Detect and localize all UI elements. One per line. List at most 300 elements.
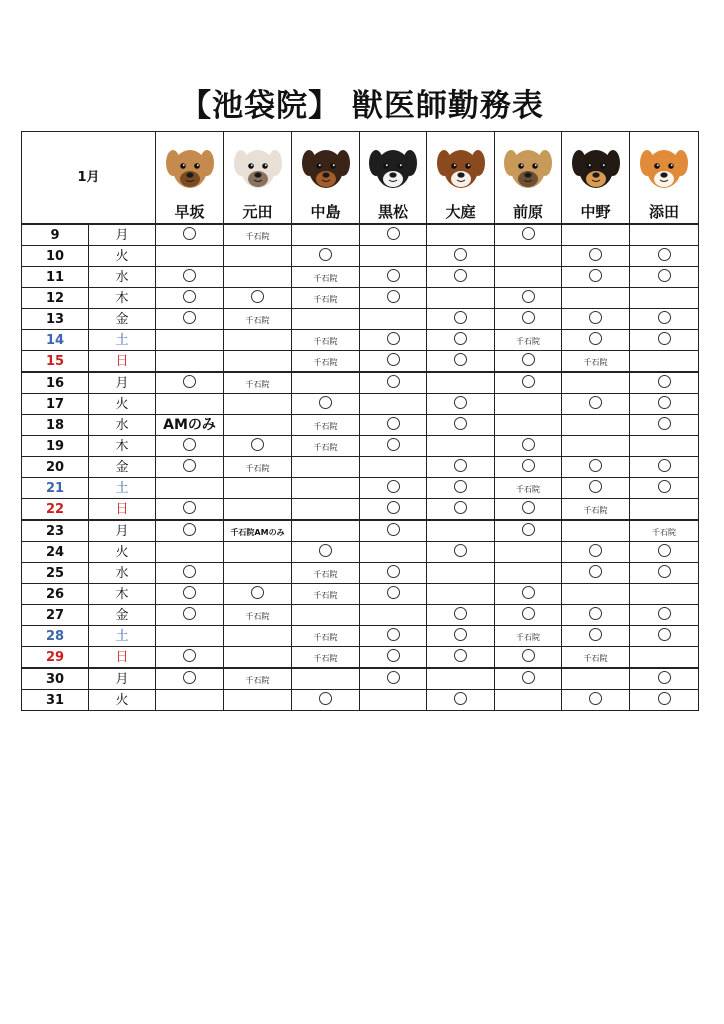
shift-cell <box>224 605 292 626</box>
table-row <box>22 626 699 647</box>
shift-cell <box>292 584 360 605</box>
vet-header-3 <box>360 132 427 225</box>
on-duty-circle-icon <box>589 628 602 641</box>
day-number: 26 <box>22 584 89 605</box>
shift-note: 千石院 <box>516 632 541 642</box>
shift-cell <box>427 542 495 563</box>
weekday: 金 <box>89 605 156 626</box>
on-duty-circle-icon <box>522 607 535 620</box>
shift-cell <box>224 372 292 394</box>
weekday: 日 <box>89 499 156 521</box>
shift-cell <box>360 647 427 669</box>
weekday: 木 <box>89 436 156 457</box>
shift-cell <box>427 647 495 669</box>
on-duty-circle-icon <box>454 269 467 282</box>
shift-cell <box>360 584 427 605</box>
day-number: 29 <box>22 647 89 669</box>
on-duty-circle-icon <box>454 248 467 261</box>
table-row <box>22 605 699 626</box>
shift-cell <box>495 267 562 288</box>
shift-cell <box>292 394 360 415</box>
shift-cell <box>630 415 699 436</box>
on-duty-circle-icon <box>522 438 535 451</box>
weekday: 月 <box>89 372 156 394</box>
on-duty-circle-icon <box>658 459 671 472</box>
on-duty-circle-icon <box>589 311 602 324</box>
on-duty-circle-icon <box>658 311 671 324</box>
shift-cell <box>292 563 360 584</box>
on-duty-circle-icon <box>251 438 264 451</box>
on-duty-circle-icon <box>183 269 196 282</box>
shift-cell <box>562 372 630 394</box>
on-duty-circle-icon <box>387 649 400 662</box>
shift-cell <box>360 499 427 521</box>
shift-cell <box>156 626 224 647</box>
shift-cell <box>360 330 427 351</box>
shift-cell <box>156 457 224 478</box>
on-duty-circle-icon <box>251 586 264 599</box>
day-number: 27 <box>22 605 89 626</box>
day-number: 19 <box>22 436 89 457</box>
header-row <box>22 132 699 225</box>
shift-cell <box>292 436 360 457</box>
on-duty-circle-icon <box>522 501 535 514</box>
vet-name: 中島 <box>310 203 341 221</box>
shift-note: 千石院 <box>313 294 338 304</box>
shift-cell <box>292 499 360 521</box>
shift-cell <box>495 351 562 373</box>
shift-cell <box>495 478 562 499</box>
on-duty-circle-icon <box>251 290 264 303</box>
day-number: 13 <box>22 309 89 330</box>
shift-cell <box>495 309 562 330</box>
on-duty-circle-icon <box>387 438 400 451</box>
shift-cell <box>427 267 495 288</box>
shift-cell <box>292 267 360 288</box>
on-duty-circle-icon <box>589 248 602 261</box>
shift-cell <box>156 520 224 542</box>
shift-note: AMのみ <box>163 417 216 433</box>
shift-cell <box>427 415 495 436</box>
shift-cell <box>156 372 224 394</box>
shift-cell <box>156 267 224 288</box>
on-duty-circle-icon <box>522 586 535 599</box>
weekday: 火 <box>89 542 156 563</box>
table-row <box>22 267 699 288</box>
shift-cell <box>562 584 630 605</box>
weekday: 火 <box>89 394 156 415</box>
dachshund-dog-icon <box>301 143 351 195</box>
shift-cell <box>427 478 495 499</box>
day-number: 22 <box>22 499 89 521</box>
shift-cell <box>562 288 630 309</box>
weekday: 土 <box>89 626 156 647</box>
shift-cell <box>156 330 224 351</box>
shift-cell <box>360 690 427 711</box>
on-duty-circle-icon <box>183 375 196 388</box>
on-duty-circle-icon <box>387 353 400 366</box>
on-duty-circle-icon <box>589 565 602 578</box>
shift-cell <box>360 542 427 563</box>
shift-cell <box>156 309 224 330</box>
shift-cell <box>630 499 699 521</box>
shift-cell <box>562 415 630 436</box>
on-duty-circle-icon <box>183 649 196 662</box>
shift-cell <box>495 246 562 267</box>
shift-note: 千石院 <box>313 590 338 600</box>
shift-cell <box>292 224 360 246</box>
shiba-dog-icon <box>639 143 689 195</box>
vet-name: 黒松 <box>378 203 409 221</box>
day-number: 12 <box>22 288 89 309</box>
shift-cell <box>427 520 495 542</box>
shift-note: 千石院 <box>245 379 270 389</box>
shift-cell <box>630 436 699 457</box>
shift-cell <box>224 668 292 690</box>
table-row <box>22 330 699 351</box>
shift-cell <box>156 690 224 711</box>
shift-note: 千石院 <box>245 463 270 473</box>
shift-cell <box>224 267 292 288</box>
shift-note: 千石院 <box>516 484 541 494</box>
day-number: 28 <box>22 626 89 647</box>
shihtzu-dog-icon <box>233 143 283 195</box>
shift-cell <box>630 330 699 351</box>
shift-cell <box>630 478 699 499</box>
on-duty-circle-icon <box>454 628 467 641</box>
on-duty-circle-icon <box>387 586 400 599</box>
shift-cell <box>292 309 360 330</box>
shift-cell <box>292 668 360 690</box>
shift-cell <box>630 668 699 690</box>
on-duty-circle-icon <box>387 332 400 345</box>
shift-cell <box>495 415 562 436</box>
shift-cell <box>562 563 630 584</box>
table-row <box>22 288 699 309</box>
shift-cell <box>156 499 224 521</box>
weekday: 月 <box>89 520 156 542</box>
shift-cell <box>495 499 562 521</box>
shift-cell <box>630 457 699 478</box>
on-duty-circle-icon <box>589 396 602 409</box>
shift-cell <box>224 690 292 711</box>
shift-cell <box>224 478 292 499</box>
on-duty-circle-icon <box>387 269 400 282</box>
weekday: 月 <box>89 668 156 690</box>
table-row <box>22 563 699 584</box>
table-row <box>22 246 699 267</box>
on-duty-circle-icon <box>319 396 332 409</box>
on-duty-circle-icon <box>454 417 467 430</box>
frenchie-dog-icon <box>368 143 418 195</box>
shift-note: 千石院 <box>313 442 338 452</box>
shift-cell <box>630 394 699 415</box>
shift-cell <box>156 224 224 246</box>
on-duty-circle-icon <box>589 459 602 472</box>
shift-cell <box>562 394 630 415</box>
on-duty-circle-icon <box>522 523 535 536</box>
on-duty-circle-icon <box>183 501 196 514</box>
on-duty-circle-icon <box>387 628 400 641</box>
shift-cell <box>495 542 562 563</box>
shift-cell <box>630 520 699 542</box>
shift-cell <box>292 690 360 711</box>
shift-note: 千石院 <box>245 315 270 325</box>
on-duty-circle-icon <box>658 607 671 620</box>
shift-cell <box>360 351 427 373</box>
table-row <box>22 647 699 669</box>
on-duty-circle-icon <box>183 586 196 599</box>
table-row <box>22 351 699 373</box>
shift-cell <box>360 436 427 457</box>
shift-note: 千石院 <box>313 421 338 431</box>
table-row <box>22 542 699 563</box>
on-duty-circle-icon <box>387 290 400 303</box>
shift-cell <box>427 436 495 457</box>
day-number: 31 <box>22 690 89 711</box>
on-duty-circle-icon <box>522 290 535 303</box>
shift-cell <box>427 457 495 478</box>
on-duty-circle-icon <box>387 523 400 536</box>
on-duty-circle-icon <box>387 417 400 430</box>
on-duty-circle-icon <box>589 692 602 705</box>
shift-cell <box>156 647 224 669</box>
on-duty-circle-icon <box>454 459 467 472</box>
shift-cell <box>292 542 360 563</box>
shift-cell <box>562 351 630 373</box>
shift-cell <box>156 288 224 309</box>
shift-cell <box>562 690 630 711</box>
shift-note: 千石院 <box>313 632 338 642</box>
weekday: 金 <box>89 309 156 330</box>
shift-cell <box>630 351 699 373</box>
day-number: 10 <box>22 246 89 267</box>
shift-cell <box>224 542 292 563</box>
shift-cell <box>562 626 630 647</box>
shift-cell <box>224 224 292 246</box>
table-row <box>22 668 699 690</box>
shift-cell <box>630 224 699 246</box>
shift-cell <box>156 415 224 436</box>
shift-cell <box>427 563 495 584</box>
vet-name: 早坂 <box>174 203 205 221</box>
on-duty-circle-icon <box>522 649 535 662</box>
shift-note: 千石院 <box>313 273 338 283</box>
on-duty-circle-icon <box>589 269 602 282</box>
shift-cell <box>630 246 699 267</box>
on-duty-circle-icon <box>454 396 467 409</box>
weekday: 月 <box>89 224 156 246</box>
day-number: 16 <box>22 372 89 394</box>
shift-cell <box>495 457 562 478</box>
on-duty-circle-icon <box>454 501 467 514</box>
table-row <box>22 224 699 246</box>
shift-cell <box>427 605 495 626</box>
on-duty-circle-icon <box>522 671 535 684</box>
weekday: 土 <box>89 478 156 499</box>
weekday: 土 <box>89 330 156 351</box>
on-duty-circle-icon <box>183 311 196 324</box>
day-number: 20 <box>22 457 89 478</box>
shift-cell <box>156 394 224 415</box>
shift-cell <box>495 584 562 605</box>
shift-cell <box>427 330 495 351</box>
shift-note: 千石院 <box>313 336 338 346</box>
jackrussell-dog-icon <box>436 143 486 195</box>
shift-cell <box>224 520 292 542</box>
shift-cell <box>224 288 292 309</box>
shift-cell <box>156 542 224 563</box>
shift-note: 千石院 <box>245 231 270 241</box>
shift-cell <box>630 309 699 330</box>
table-row <box>22 372 699 394</box>
table-row <box>22 690 699 711</box>
shift-cell <box>495 288 562 309</box>
shift-note: 千石院 <box>652 527 677 537</box>
shift-cell <box>292 647 360 669</box>
on-duty-circle-icon <box>319 692 332 705</box>
day-number: 14 <box>22 330 89 351</box>
on-duty-circle-icon <box>319 544 332 557</box>
shift-cell <box>562 267 630 288</box>
shift-cell <box>630 626 699 647</box>
day-number: 23 <box>22 520 89 542</box>
shift-cell <box>224 330 292 351</box>
on-duty-circle-icon <box>522 353 535 366</box>
on-duty-circle-icon <box>454 607 467 620</box>
on-duty-circle-icon <box>589 544 602 557</box>
shift-cell <box>292 520 360 542</box>
shift-cell <box>292 330 360 351</box>
shift-cell <box>224 436 292 457</box>
vet-header-0 <box>156 132 224 225</box>
shift-cell <box>630 584 699 605</box>
shift-cell <box>292 246 360 267</box>
shift-note: 千石院 <box>583 357 608 367</box>
day-number: 24 <box>22 542 89 563</box>
shift-cell <box>427 288 495 309</box>
on-duty-circle-icon <box>589 332 602 345</box>
shift-note: 千石院 <box>245 611 270 621</box>
day-number: 15 <box>22 351 89 373</box>
on-duty-circle-icon <box>387 671 400 684</box>
schedule-table <box>21 131 699 711</box>
shift-cell <box>292 457 360 478</box>
shift-cell <box>360 668 427 690</box>
shift-cell <box>630 563 699 584</box>
shift-cell <box>562 668 630 690</box>
on-duty-circle-icon <box>454 544 467 557</box>
shift-cell <box>292 626 360 647</box>
shift-note: 千石院 <box>245 675 270 685</box>
shift-cell <box>224 309 292 330</box>
weekday: 日 <box>89 351 156 373</box>
shift-cell <box>562 309 630 330</box>
shift-cell <box>495 690 562 711</box>
table-row <box>22 394 699 415</box>
table-row <box>22 584 699 605</box>
table-row <box>22 478 699 499</box>
table-row <box>22 457 699 478</box>
on-duty-circle-icon <box>658 628 671 641</box>
shift-cell <box>292 351 360 373</box>
on-duty-circle-icon <box>454 311 467 324</box>
weekday: 火 <box>89 246 156 267</box>
weekday: 火 <box>89 690 156 711</box>
day-number: 17 <box>22 394 89 415</box>
shift-cell <box>427 246 495 267</box>
shift-cell <box>156 668 224 690</box>
shift-cell <box>495 372 562 394</box>
shift-note: 千石院 <box>313 357 338 367</box>
table-row <box>22 436 699 457</box>
weekday: 木 <box>89 288 156 309</box>
shift-cell <box>630 605 699 626</box>
chihuahua-dog-icon <box>571 143 621 195</box>
on-duty-circle-icon <box>183 565 196 578</box>
shift-cell <box>224 626 292 647</box>
on-duty-circle-icon <box>522 459 535 472</box>
on-duty-circle-icon <box>183 438 196 451</box>
shift-cell <box>224 351 292 373</box>
shift-cell <box>562 246 630 267</box>
shift-cell <box>427 224 495 246</box>
shift-cell <box>427 394 495 415</box>
on-duty-circle-icon <box>658 692 671 705</box>
shift-cell <box>292 478 360 499</box>
shift-note: 千石院 <box>516 336 541 346</box>
shift-cell <box>495 563 562 584</box>
shift-cell <box>360 224 427 246</box>
on-duty-circle-icon <box>183 607 196 620</box>
shift-cell <box>360 246 427 267</box>
on-duty-circle-icon <box>589 480 602 493</box>
shift-cell <box>427 668 495 690</box>
on-duty-circle-icon <box>454 353 467 366</box>
table-row <box>22 520 699 542</box>
shift-cell <box>562 605 630 626</box>
day-number: 30 <box>22 668 89 690</box>
on-duty-circle-icon <box>319 248 332 261</box>
month-label: 1月 <box>22 132 156 225</box>
shift-cell <box>360 415 427 436</box>
shift-cell <box>495 668 562 690</box>
vet-header-5 <box>495 132 562 225</box>
table-row <box>22 415 699 436</box>
shift-cell <box>562 499 630 521</box>
on-duty-circle-icon <box>454 649 467 662</box>
on-duty-circle-icon <box>522 375 535 388</box>
shift-cell <box>224 647 292 669</box>
yorkie-dog-icon <box>503 143 553 195</box>
on-duty-circle-icon <box>387 565 400 578</box>
day-number: 11 <box>22 267 89 288</box>
on-duty-circle-icon <box>387 480 400 493</box>
weekday: 木 <box>89 584 156 605</box>
shift-cell <box>360 267 427 288</box>
shift-cell <box>156 246 224 267</box>
shift-note: 千石院 <box>583 653 608 663</box>
shift-cell <box>495 394 562 415</box>
vet-header-2 <box>292 132 360 225</box>
shift-cell <box>427 351 495 373</box>
on-duty-circle-icon <box>522 227 535 240</box>
vet-name: 大庭 <box>445 203 476 221</box>
shift-note: 千石院AMのみ <box>230 527 285 537</box>
shift-cell <box>427 499 495 521</box>
shift-cell <box>630 647 699 669</box>
weekday: 金 <box>89 457 156 478</box>
